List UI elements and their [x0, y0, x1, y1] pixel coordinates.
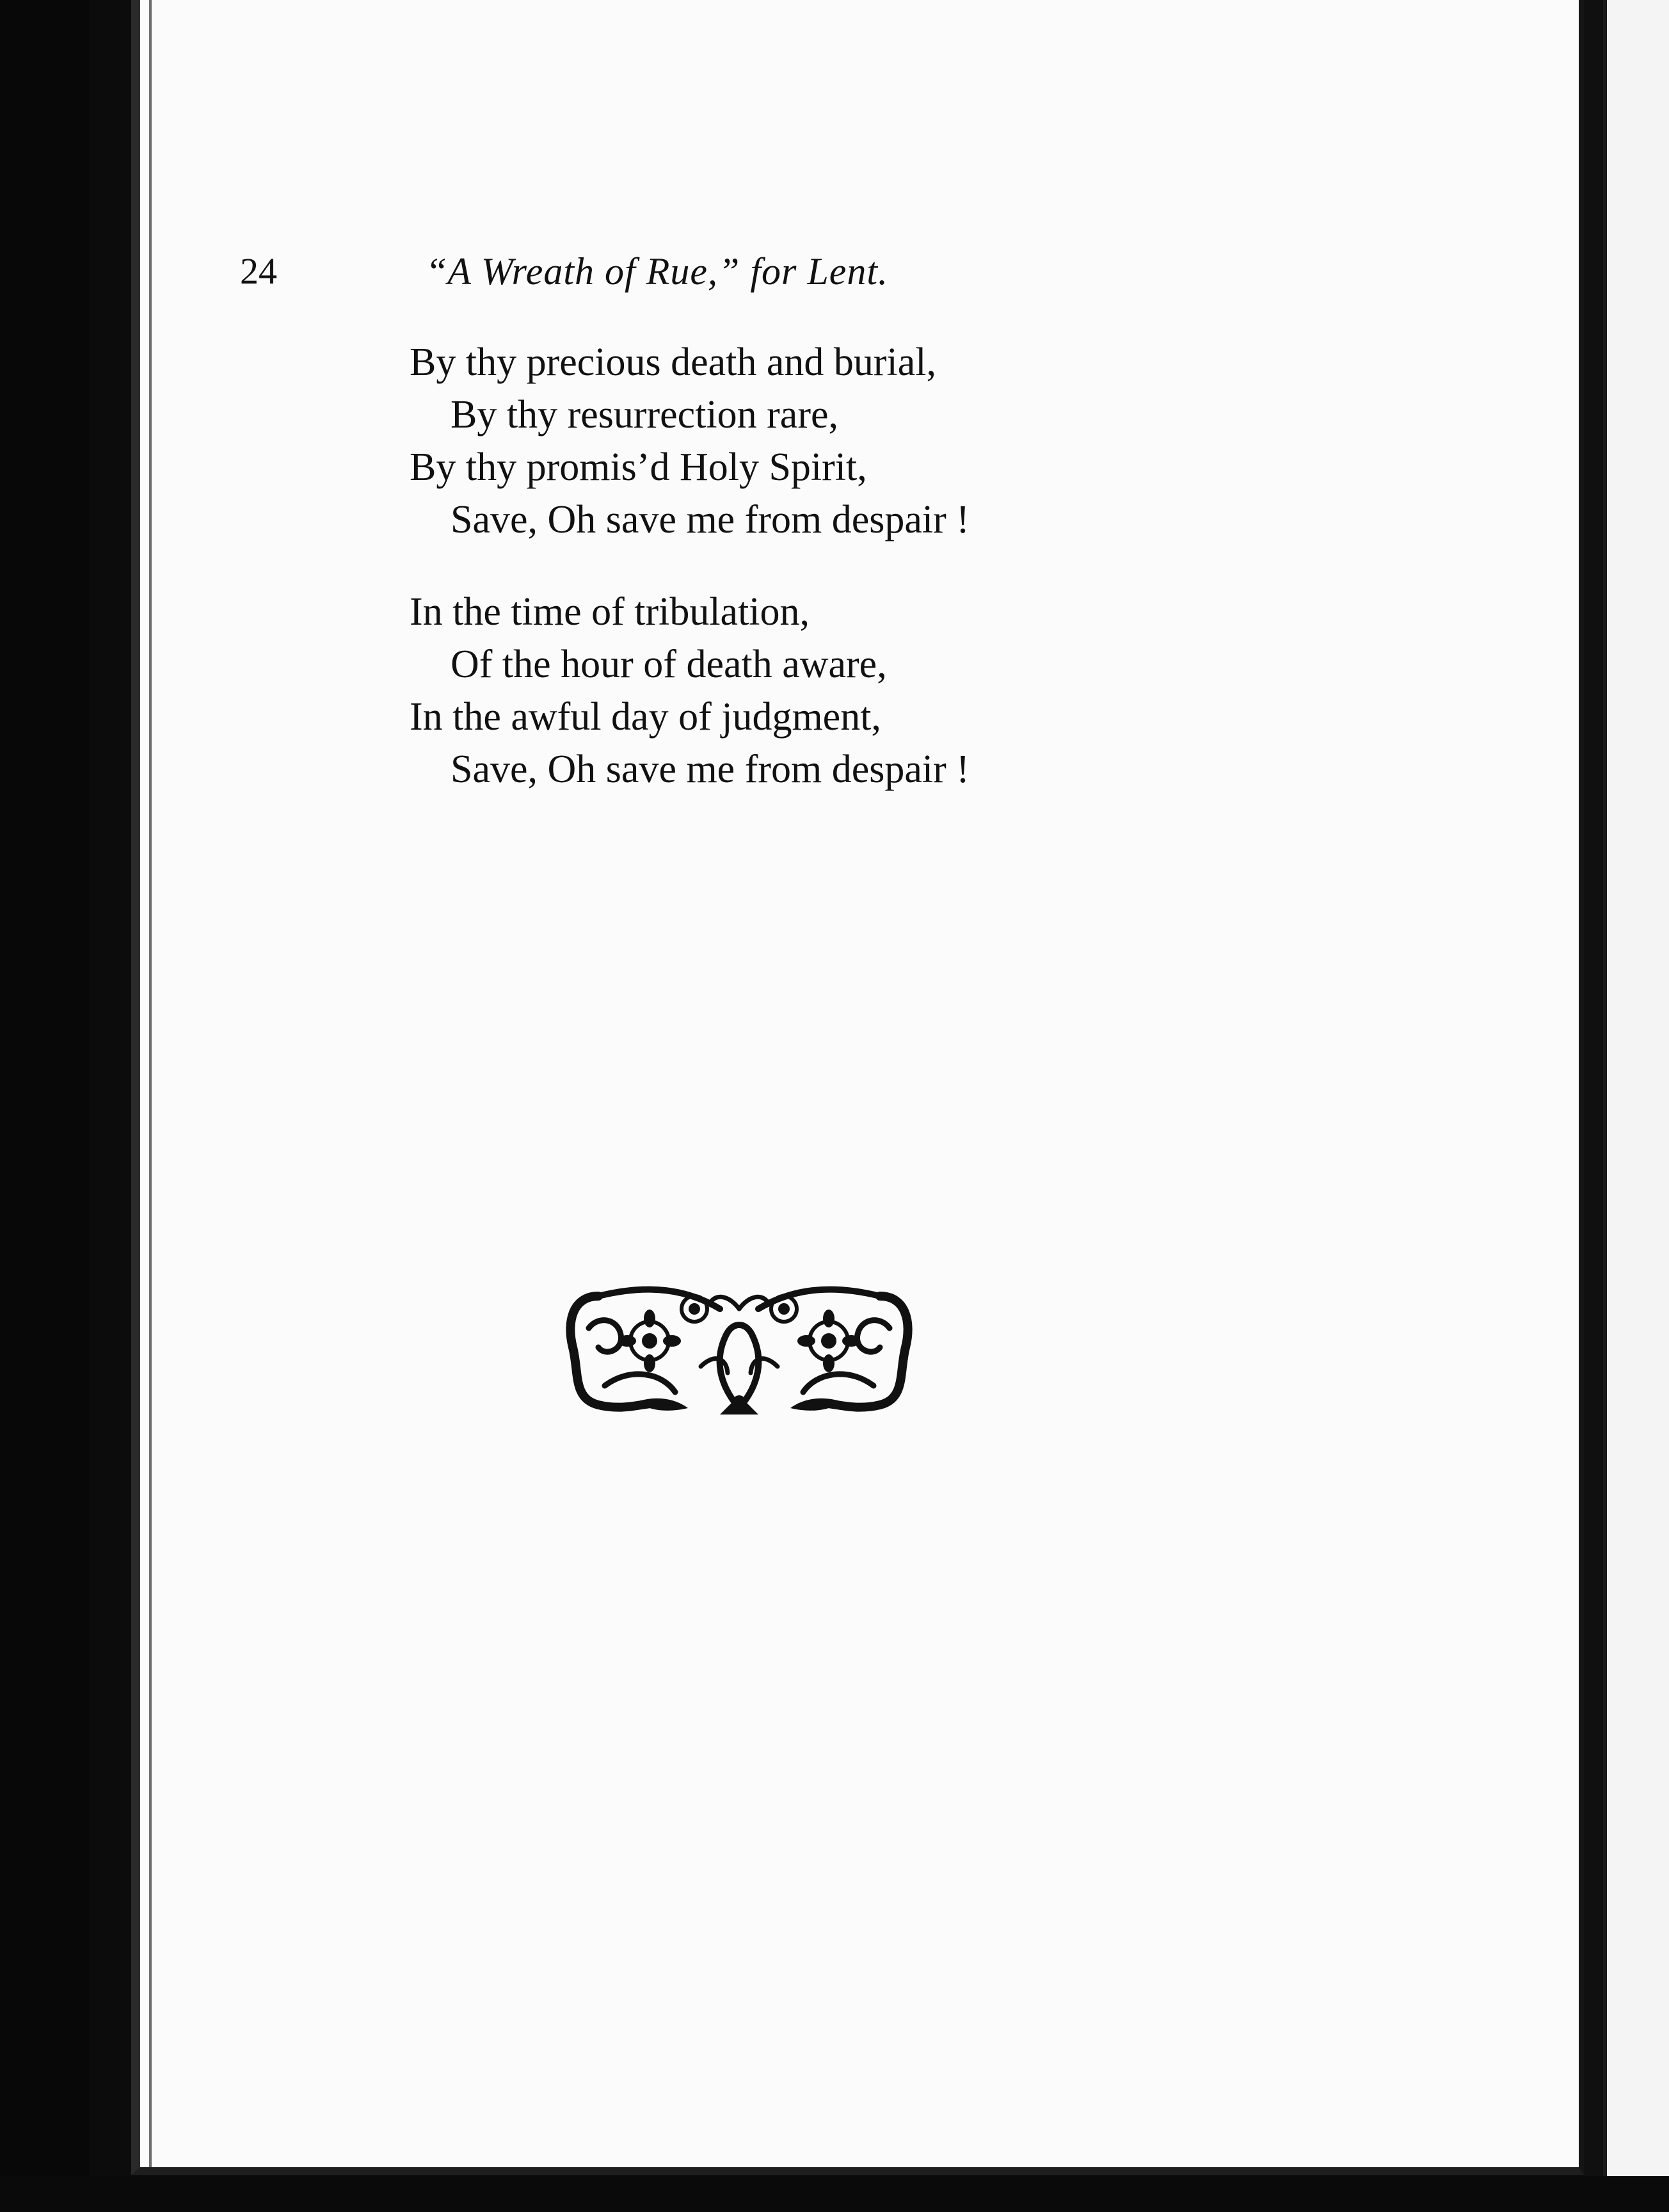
book-gutter — [1584, 0, 1603, 2212]
poem-line: By thy precious death and burial, — [410, 341, 937, 384]
running-title: “A Wreath of Rue,” for Lent. — [426, 250, 889, 293]
stanza-1 — [410, 336, 1306, 546]
page-edge-shadow — [149, 0, 152, 2167]
poem-line: Save, Oh save me from despair ! — [451, 748, 970, 791]
poem-line: By thy resurrection rare, — [451, 393, 838, 437]
page-number: 24 — [240, 250, 277, 292]
stanza-2 — [410, 586, 1306, 796]
poem — [410, 336, 1306, 835]
poem-line: By thy promis’d Holy Spirit, — [410, 445, 867, 489]
adjacent-page-edge — [1603, 0, 1669, 2212]
poem-line: In the awful day of judgment, — [410, 695, 881, 739]
scan-border-bottom — [0, 2176, 1669, 2212]
poem-line: In the time of tribulation, — [410, 590, 810, 634]
poem-line: Of the hour of death aware, — [451, 643, 887, 686]
poem-line: Save, Oh save me from despair ! — [451, 498, 970, 541]
floral-tailpiece-ornament-icon — [560, 1270, 918, 1424]
scan-border-left — [0, 0, 90, 2212]
running-head — [0, 250, 1669, 307]
book-page — [131, 0, 1584, 2175]
